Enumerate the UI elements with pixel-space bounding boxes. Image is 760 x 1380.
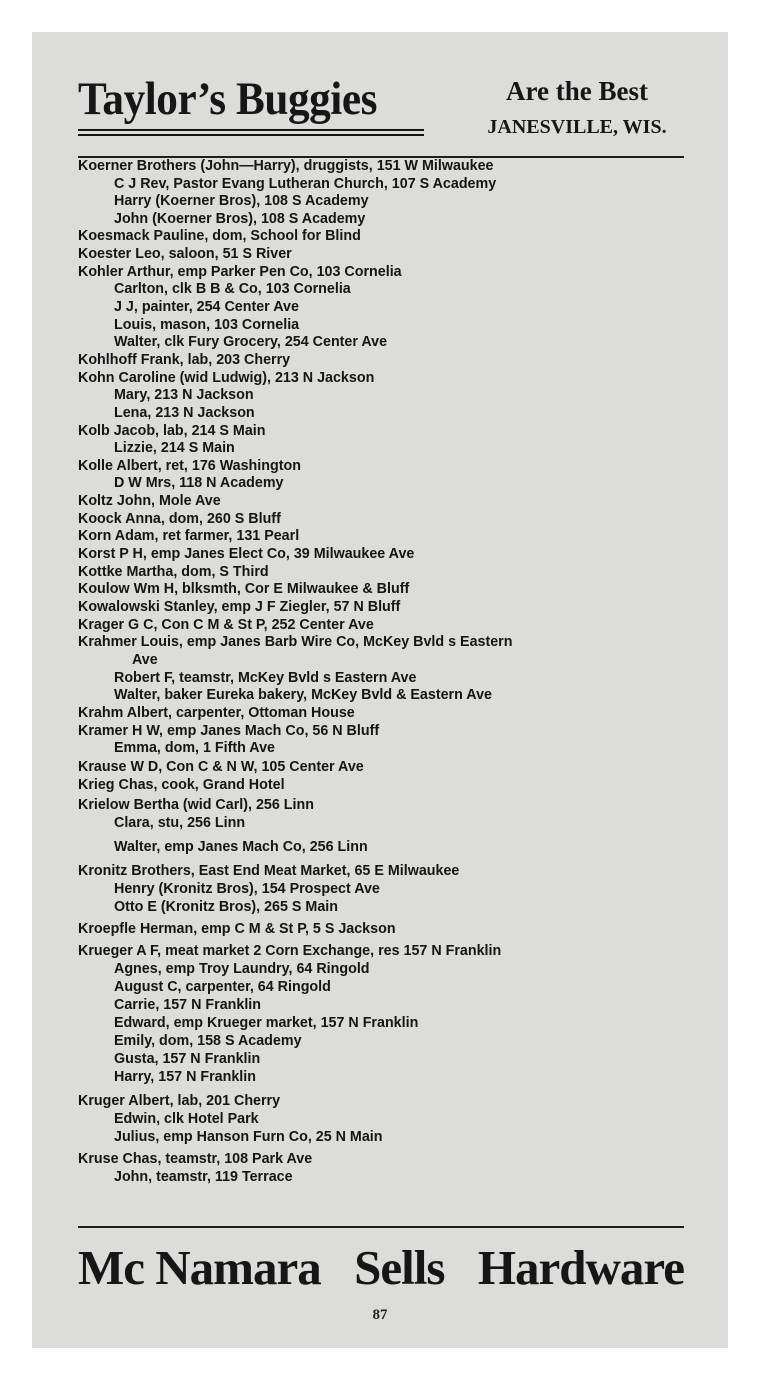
footer-ad-word: Hardware <box>477 1239 684 1295</box>
footer-ad <box>78 1238 684 1296</box>
directory-subentry: Harry, 157 N Franklin <box>114 1069 256 1085</box>
directory-subentry: Robert F, teamstr, McKey Bvld s Eastern Ave <box>114 670 417 686</box>
directory-page <box>32 32 728 1348</box>
directory-entry: Krahm Albert, carpenter, Ottoman House <box>78 705 355 721</box>
directory-entry: Kruger Albert, lab, 201 Cherry <box>78 1093 281 1109</box>
directory-subentry: Agnes, emp Troy Laundry, 64 Ringold <box>114 961 370 977</box>
directory-entry: Krielow Bertha (wid Carl), 256 Linn <box>78 797 314 813</box>
header-double-rule-top <box>78 129 424 131</box>
directory-subentry: Emily, dom, 158 S Academy <box>114 1033 302 1049</box>
header-ad-tagline: Are the Best <box>506 76 648 106</box>
directory-subentry: Julius, emp Hanson Furn Co, 25 N Main <box>114 1129 383 1145</box>
directory-entry: Krause W D, Con C & N W, 105 Center Ave <box>78 759 364 775</box>
directory-subentry: Henry (Kronitz Bros), 154 Prospect Ave <box>114 881 380 897</box>
directory-subentry: August C, carpenter, 64 Ringold <box>114 979 331 995</box>
directory-entry: Kottke Martha, dom, S Third <box>78 564 269 580</box>
header-ad-title: Taylor’s Buggies <box>78 73 377 125</box>
directory-entry: Kruse Chas, teamstr, 108 Park Ave <box>78 1151 313 1167</box>
directory-entry: Krueger A F, meat market 2 Corn Exchange, res 157 N Franklin <box>78 943 502 959</box>
directory-entry: Koerner Brothers (John—Harry), druggists, 151 W Milwaukee <box>78 158 494 174</box>
directory-entry: Krager G C, Con C M & St P, 252 Center Ave <box>78 617 374 633</box>
directory-entry: Kroepfle Herman, emp C M & St P, 5 S Jackson <box>78 921 396 937</box>
directory-entry: Koltz John, Mole Ave <box>78 493 221 509</box>
directory-subentry: Harry (Koerner Bros), 108 S Academy <box>114 193 369 209</box>
page-number: 87 <box>372 1307 388 1323</box>
directory-entry: Krahmer Louis, emp Janes Barb Wire Co, McKey Bvld s Eastern <box>78 634 513 650</box>
directory-subentry: J J, painter, 254 Center Ave <box>114 299 299 315</box>
directory-entry: Kohler Arthur, emp Parker Pen Co, 103 Cornelia <box>78 264 402 280</box>
directory-entry: Krieg Chas, cook, Grand Hotel <box>78 777 285 793</box>
directory-subentry: Clara, stu, 256 Linn <box>114 815 246 831</box>
directory-subentry: Lena, 213 N Jackson <box>114 405 255 421</box>
directory-subentry: Carlton, clk B B & Co, 103 Cornelia <box>114 281 351 297</box>
directory-entry: Kramer H W, emp Janes Mach Co, 56 N Bluff <box>78 723 380 739</box>
header-double-rule-bottom <box>78 134 424 136</box>
directory-subentry: John (Koerner Bros), 108 S Academy <box>114 211 366 227</box>
directory-entry: Kolle Albert, ret, 176 Washington <box>78 458 301 474</box>
directory-subentry: C J Rev, Pastor Evang Lutheran Church, 107 S Academy <box>114 176 497 192</box>
directory-subentry: Walter, clk Fury Grocery, 254 Center Ave <box>114 334 388 350</box>
directory-subentry: Otto E (Kronitz Bros), 265 S Main <box>114 899 339 915</box>
footer-ad-word: Mc Namara <box>78 1239 321 1295</box>
directory-subentry: Walter, emp Janes Mach Co, 256 Linn <box>114 839 368 855</box>
directory-subentry: Edwin, clk Hotel Park <box>114 1111 259 1127</box>
directory-subentry: Emma, dom, 1 Fifth Ave <box>114 740 276 756</box>
directory-entry: Kohn Caroline (wid Ludwig), 213 N Jackson <box>78 370 375 386</box>
directory-subentry: Mary, 213 N Jackson <box>114 387 254 403</box>
directory-subentry: Gusta, 157 N Franklin <box>114 1051 261 1067</box>
directory-entry: Kolb Jacob, lab, 214 S Main <box>78 423 266 439</box>
directory-entry: Koulow Wm H, blksmth, Cor E Milwaukee & Bluff <box>78 581 410 597</box>
directory-entry: Koester Leo, saloon, 51 S River <box>78 246 292 262</box>
directory-entry: Kronitz Brothers, East End Meat Market, 65 E Milwaukee <box>78 863 460 879</box>
header-ad-city: JANESVILLE, WIS. <box>487 116 667 138</box>
directory-entry: Koock Anna, dom, 260 S Bluff <box>78 511 281 527</box>
directory-subentry: John, teamstr, 119 Terrace <box>114 1169 293 1185</box>
directory-entry: Koesmack Pauline, dom, School for Blind <box>78 228 361 244</box>
directory-subentry: Lizzie, 214 S Main <box>114 440 235 456</box>
footer-ad-word: Sells <box>354 1239 445 1295</box>
directory-subentry: Ave <box>132 652 158 668</box>
directory-entry: Korst P H, emp Janes Elect Co, 39 Milwaukee Ave <box>78 546 415 562</box>
directory-entry: Korn Adam, ret farmer, 131 Pearl <box>78 528 300 544</box>
directory-subentry: Louis, mason, 103 Cornelia <box>114 317 300 333</box>
directory-entry: Kowalowski Stanley, emp J F Ziegler, 57 N Bluff <box>78 599 401 615</box>
directory-entry: Kohlhoff Frank, lab, 203 Cherry <box>78 352 291 368</box>
bottom-divider <box>78 1226 684 1228</box>
directory-subentry: Carrie, 157 N Franklin <box>114 997 262 1013</box>
directory-subentry: Edward, emp Krueger market, 157 N Franklin <box>114 1015 419 1031</box>
directory-subentry: D W Mrs, 118 N Academy <box>114 475 284 491</box>
directory-subentry: Walter, baker Eureka bakery, McKey Bvld & Eastern Ave <box>114 687 492 703</box>
